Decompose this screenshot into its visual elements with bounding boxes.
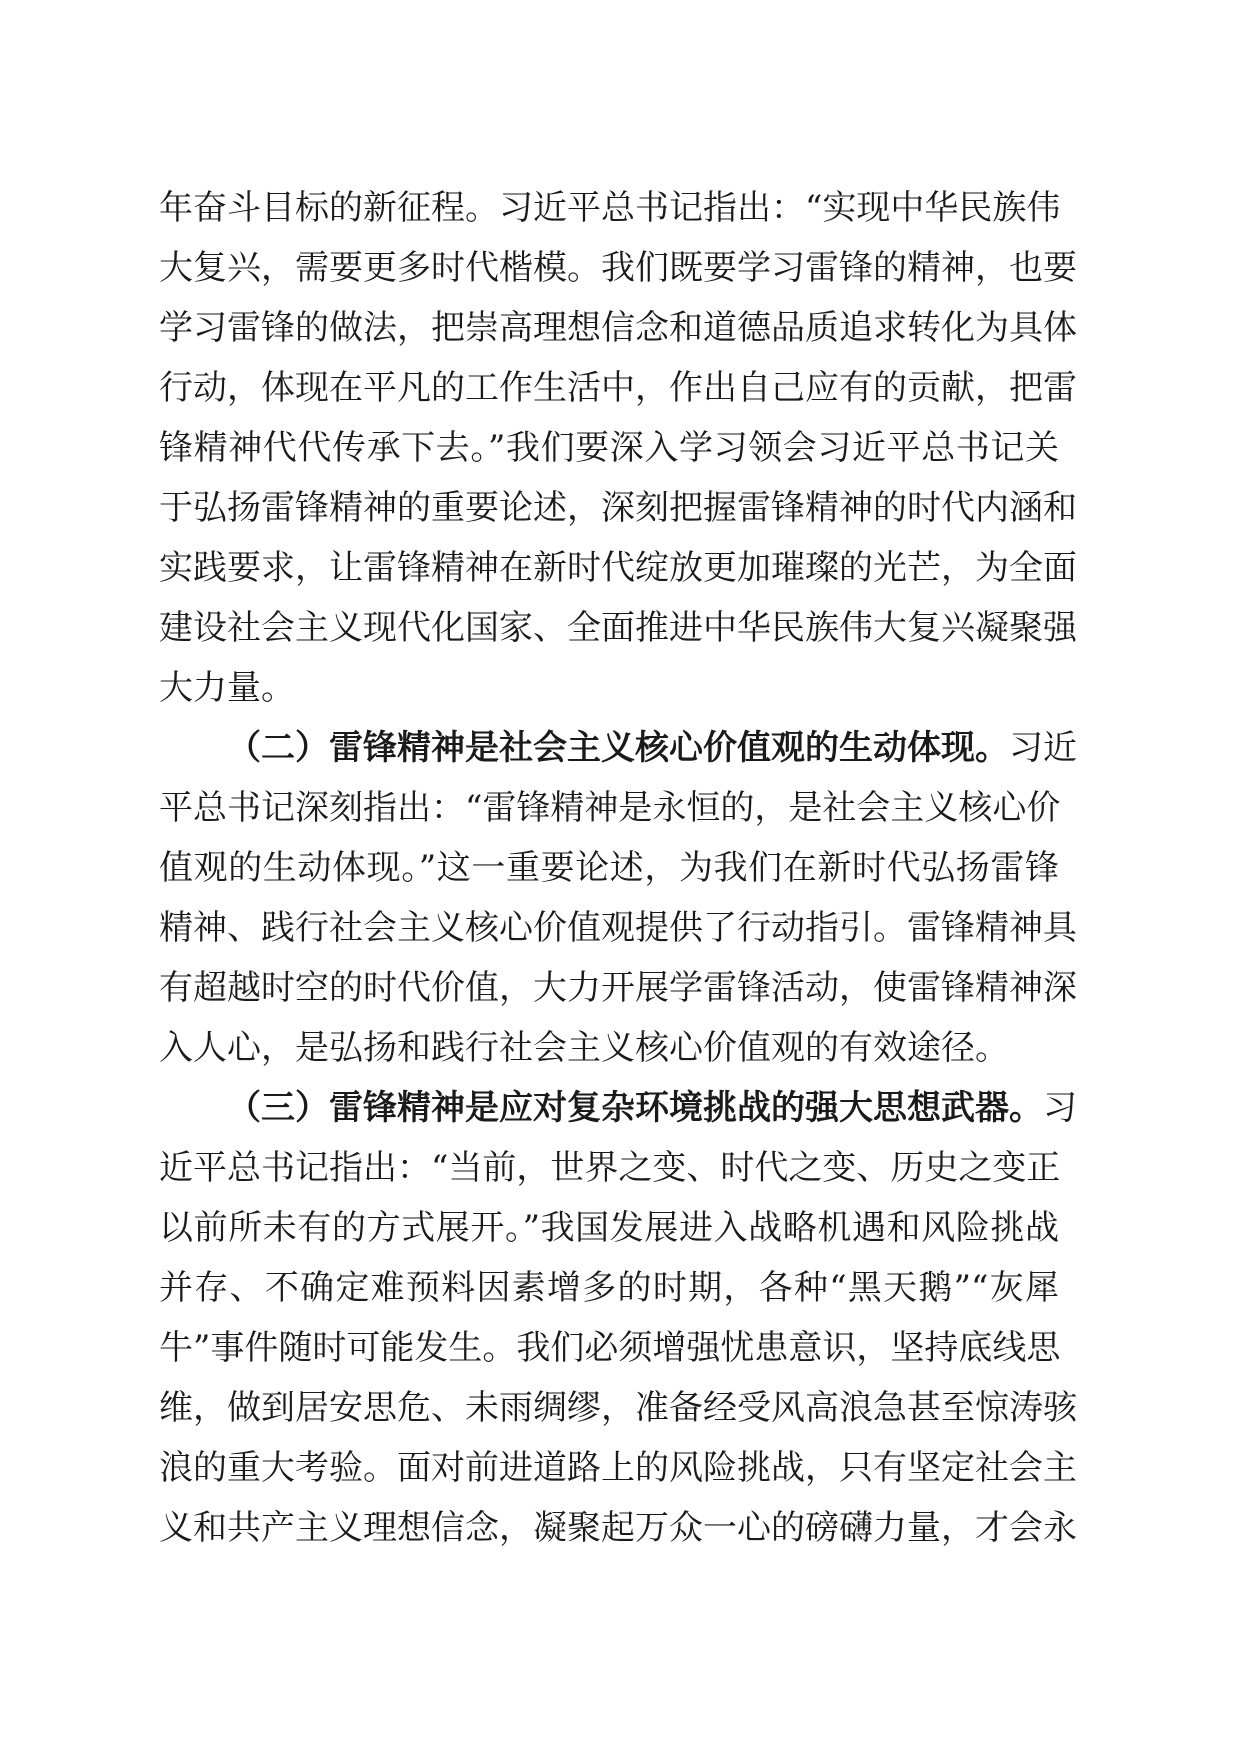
text-line: 精神、践行社会主义核心价值观提供了行动指引。雷锋精神具 [159,908,1077,948]
text-line: 牛”事件随时可能发生。我们必须增强忧患意识，坚持底线思 [159,1328,1061,1368]
text-line: 锋精神代代传承下去。”我们要深入学习领会习近平总书记关 [159,428,1059,468]
text-line: 年奋斗目标的新征程。习近平总书记指出：“实现中华民族伟 [159,188,1061,228]
text-run: 习 [1043,1088,1077,1128]
paragraph-3 [159,1078,1077,1558]
text-line: 入人心，是弘扬和践行社会主义核心价值观的有效途径。 [159,1028,1009,1068]
text-line: 并存、不确定难预料因素增多的时期，各种“黑天鹅”“灰犀 [159,1268,1059,1308]
text-line: 义和共产主义理想信念，凝聚起万众一心的磅礴力量，才会永 [159,1508,1077,1548]
text-line: 建设社会主义现代化国家、全面推进中华民族伟大复兴凝聚强 [159,608,1077,648]
paragraph-2 [159,718,1077,1078]
text-line: 近平总书记指出：“当前，世界之变、时代之变、历史之变正 [159,1148,1061,1188]
text-line: 浪的重大考验。面对前进道路上的风险挑战，只有坚定社会主 [159,1448,1077,1488]
text-line: 行动，体现在平凡的工作生活中，作出自己应有的贡献，把雷 [159,368,1077,408]
paragraph-1 [159,178,1077,718]
document-body [159,178,1077,1558]
text-line: 于弘扬雷锋精神的重要论述，深刻把握雷锋精神的时代内涵和 [159,488,1077,528]
section-heading: （二）雷锋精神是社会主义核心价值观的生动体现。 [227,728,1009,768]
text-line: 学习雷锋的做法，把崇高理想信念和道德品质追求转化为具体 [159,308,1077,348]
paragraph-3-first-line [159,1078,1077,1138]
text-line: 有超越时空的时代价值，大力开展学雷锋活动，使雷锋精神深 [159,968,1077,1008]
paragraph-2-first-line [159,718,1077,778]
text-line: 大复兴，需要更多时代楷模。我们既要学习雷锋的精神，也要 [159,248,1077,288]
text-line: 实践要求，让雷锋精神在新时代绽放更加璀璨的光芒，为全面 [159,548,1077,588]
text-run: 习近 [1009,728,1077,768]
text-line: 维，做到居安思危、未雨绸缪，准备经受风高浪急甚至惊涛骇 [159,1388,1077,1428]
text-line: 值观的生动体现。”这一重要论述，为我们在新时代弘扬雷锋 [159,848,1059,888]
section-heading: （三）雷锋精神是应对复杂环境挑战的强大思想武器。 [227,1088,1043,1128]
text-line: 大力量。 [159,668,295,708]
text-line: 以前所未有的方式展开。”我国发展进入战略机遇和风险挑战 [159,1208,1059,1248]
text-line: 平总书记深刻指出：“雷锋精神是永恒的，是社会主义核心价 [159,788,1061,828]
